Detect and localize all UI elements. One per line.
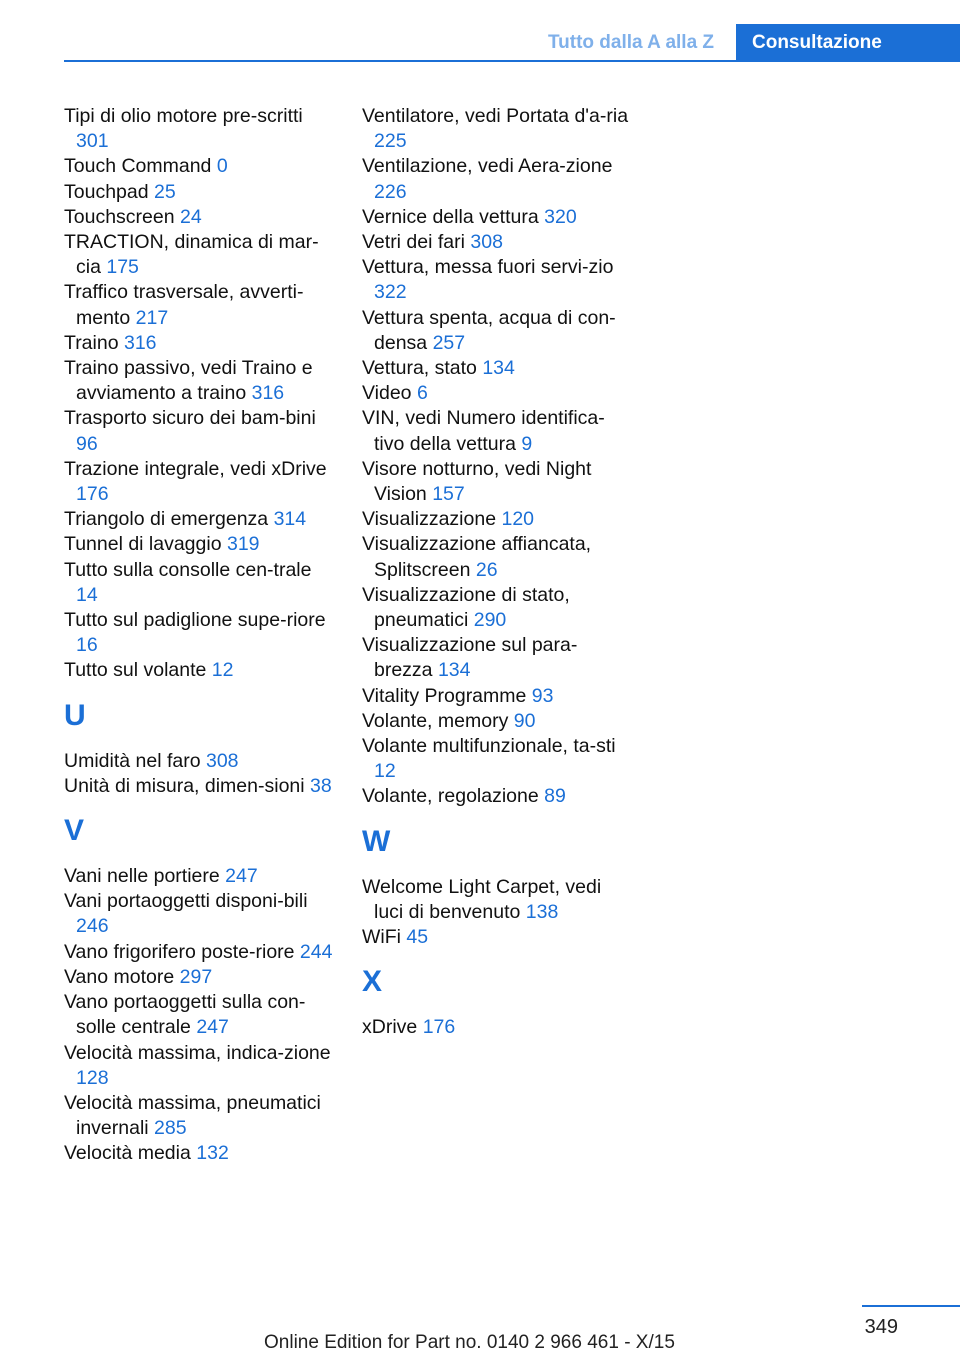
- index-entry: [64, 180, 336, 205]
- page-link[interactable]: 247: [196, 1016, 229, 1039]
- index-entry-term: Vano portaoggetti sulla con-solle centrale: [64, 991, 306, 1039]
- index-entry: [64, 331, 336, 356]
- index-entry: [64, 356, 336, 406]
- index-entry-term: Welcome Light Carpet, vedi luci di benvenuto: [362, 875, 602, 923]
- index-letter-heading: V: [64, 814, 85, 848]
- index-entry-term: Velocità media: [64, 1142, 191, 1165]
- index-entry-term: Touchpad: [64, 180, 149, 203]
- index-entry: [362, 875, 632, 925]
- index-entry: [362, 532, 632, 582]
- index-entry: [64, 532, 336, 557]
- index-entry-term: Traino passivo, vedi Traino e avviamento a traino: [64, 357, 313, 405]
- index-entry: [64, 1141, 336, 1166]
- page-link[interactable]: 9: [521, 432, 533, 455]
- index-entry: [362, 306, 632, 356]
- index-column-left: [64, 104, 336, 1167]
- index-entry-term: Tutto sul padiglione supe-riore: [64, 609, 326, 632]
- index-entry: [64, 774, 336, 799]
- index-entry: [64, 1091, 336, 1141]
- index-entry-term: Tunnel di lavaggio: [64, 533, 222, 556]
- page-link[interactable]: 0: [216, 155, 228, 178]
- index-entry-term: Vetri dei fari: [362, 231, 465, 254]
- index-entry-term: Touch Command: [64, 155, 212, 178]
- index-letter-heading: X: [362, 965, 383, 999]
- index-entry: [362, 507, 632, 532]
- index-entry: [64, 608, 336, 658]
- page-link[interactable]: 157: [432, 483, 465, 506]
- index-entry: [64, 154, 336, 179]
- index-entry-term: Tutto sulla consolle cen-trale: [64, 558, 312, 581]
- page-link[interactable]: 134: [437, 659, 471, 682]
- index-entry-term: TRACTION, dinamica di mar-cia: [64, 231, 319, 279]
- index-entry: [362, 406, 632, 456]
- index-entry: [64, 1041, 336, 1091]
- index-entry: [64, 658, 336, 683]
- index-entry: [362, 925, 632, 950]
- page-link[interactable]: 290: [473, 609, 507, 632]
- index-entry: [362, 154, 632, 204]
- index-entry: [362, 255, 632, 305]
- index-entry: [64, 406, 336, 456]
- index-entry-term: Volante multifunzionale, ta-sti: [362, 735, 616, 758]
- page-link[interactable]: 89: [544, 785, 566, 808]
- page-link[interactable]: 225: [374, 130, 407, 153]
- index-entry: [362, 230, 632, 255]
- page-link[interactable]: 93: [531, 684, 554, 707]
- page-link[interactable]: 12: [211, 659, 234, 682]
- index-entry-term: xDrive: [362, 1016, 418, 1039]
- index-entry: [64, 965, 336, 990]
- index-entry-term: Umidità nel faro: [64, 749, 201, 772]
- index-entry-term: Ventilazione, vedi Aera-zione: [362, 155, 613, 178]
- section-tab[interactable]: Tutto dalla A alla Z: [547, 32, 715, 53]
- index-entry: [64, 230, 336, 280]
- page-link[interactable]: 175: [106, 256, 139, 279]
- index-entry-term: Triangolo di emergenza: [64, 508, 269, 531]
- index-entry: [362, 784, 632, 809]
- index-entry: [362, 684, 632, 709]
- index-entry-term: Touchscreen: [64, 205, 175, 228]
- page-link[interactable]: 308: [470, 231, 503, 254]
- page-link[interactable]: 322: [374, 281, 407, 304]
- page-link[interactable]: 6: [416, 382, 428, 405]
- page-link[interactable]: 138: [525, 900, 559, 923]
- page-link[interactable]: 226: [374, 180, 407, 203]
- index-entry: [64, 940, 336, 965]
- index-entry: [362, 205, 632, 230]
- index-entry: [64, 507, 336, 532]
- index-entry: [64, 205, 336, 230]
- page-link[interactable]: 14: [76, 583, 98, 606]
- page-link[interactable]: 217: [135, 306, 169, 329]
- page-link[interactable]: 301: [76, 130, 109, 153]
- index-entry: [362, 356, 632, 381]
- index-entry-term: Vettura spenta, acqua di con-densa: [362, 306, 616, 354]
- page-link[interactable]: 45: [406, 926, 429, 949]
- page-link[interactable]: 38: [310, 774, 332, 797]
- index-entry-term: Vano frigorifero poste-riore: [64, 940, 295, 963]
- page-link[interactable]: 316: [123, 331, 157, 354]
- index-entry-term: Velocità massima, pneumatici invernali: [64, 1091, 321, 1140]
- index-entry: [64, 749, 336, 774]
- page-link[interactable]: 285: [154, 1117, 187, 1140]
- index-entry-term: Tutto sul volante: [64, 659, 207, 682]
- index-entry-term: Visualizzazione: [362, 508, 497, 531]
- page-link[interactable]: 308: [205, 749, 239, 772]
- index-letter-heading: U: [64, 698, 86, 732]
- index-entry: [64, 889, 336, 939]
- page-link[interactable]: 24: [180, 205, 202, 228]
- index-entry-term: VIN, vedi Numero identifica-tivo della vettura: [362, 407, 605, 455]
- page-link[interactable]: 96: [76, 432, 98, 455]
- page-link[interactable]: 134: [482, 357, 515, 380]
- index-entry-term: Velocità massima, indica-zione: [64, 1041, 331, 1064]
- index-letter-heading: W: [362, 824, 391, 858]
- index-entry-term: Trasporto sicuro dei bam-bini: [64, 407, 316, 430]
- index-entry-term: Vettura, messa fuori servi-zio: [362, 256, 614, 279]
- index-column-right: [362, 104, 632, 1041]
- page-link[interactable]: 314: [273, 508, 307, 531]
- page-number: 349: [864, 1316, 898, 1338]
- index-entry: [64, 990, 336, 1040]
- page-link[interactable]: 176: [76, 483, 109, 506]
- index-entry: [64, 280, 336, 330]
- index-entry: [362, 583, 632, 633]
- page-link[interactable]: 319: [226, 533, 260, 556]
- index-entry-term: Ventilatore, vedi Portata d'a-ria: [362, 105, 629, 127]
- edition-footer: Online Edition for Part no. 0140 2 966 461 - X/15: [264, 1332, 675, 1353]
- index-entry: [362, 1015, 632, 1040]
- page-link[interactable]: 246: [76, 915, 109, 938]
- page-link[interactable]: 16: [76, 634, 98, 657]
- page-link[interactable]: 26: [475, 558, 498, 581]
- page-link[interactable]: 128: [76, 1066, 109, 1089]
- page-link[interactable]: 90: [513, 709, 536, 732]
- index-entry-term: Trazione integrale, vedi xDrive: [64, 457, 327, 480]
- page-link[interactable]: 132: [196, 1142, 229, 1165]
- index-entry: [362, 633, 632, 683]
- index-entry-term: Unità di misura, dimen-sioni: [64, 774, 305, 797]
- index-entry: [362, 381, 632, 406]
- index-entry-term: Vernice della vettura: [362, 205, 539, 228]
- index-entry-term: Visualizzazione sul para-brezza: [362, 634, 578, 682]
- chapter-tab[interactable]: Consultazione: [736, 24, 960, 62]
- index-entry: [362, 104, 632, 154]
- index-entry-term: Traffico trasversale, avverti-mento: [64, 281, 304, 329]
- page-link[interactable]: 176: [422, 1016, 456, 1039]
- index-entry-term: Traino: [64, 331, 119, 354]
- index-entry-term: Visore notturno, vedi Night Vision: [362, 457, 592, 506]
- page-link[interactable]: 12: [374, 760, 396, 783]
- page-link[interactable]: 244: [299, 940, 333, 963]
- index-entry-term: Vano motore: [64, 965, 175, 988]
- index-entry-term: Visualizzazione affiancata, Splitscreen: [362, 533, 592, 581]
- index-entry-term: Vettura, stato: [362, 357, 477, 380]
- page-link[interactable]: 257: [432, 331, 466, 354]
- page-link[interactable]: 247: [225, 865, 258, 888]
- index-entry-term: WiFi: [362, 926, 401, 949]
- index-entry: [64, 558, 336, 608]
- index-entry-term: Volante, memory: [362, 709, 509, 732]
- footer-rule: [862, 1305, 960, 1307]
- index-entry-term: Visualizzazione di stato, pneumatici: [362, 583, 570, 632]
- index-entry-term: Video: [362, 382, 412, 405]
- index-entry-term: Vitality Programme: [362, 684, 527, 707]
- index-entry: [64, 104, 336, 154]
- index-entry-term: Vani portaoggetti disponi-bili: [64, 890, 308, 913]
- index-entry-term: Volante, regolazione: [362, 785, 539, 808]
- page-link[interactable]: 316: [251, 382, 285, 405]
- index-entry: [64, 457, 336, 507]
- index-entry-term: Vani nelle portiere: [64, 865, 220, 888]
- page-link[interactable]: 320: [544, 205, 577, 228]
- page-link[interactable]: 120: [501, 508, 535, 531]
- page-link[interactable]: 297: [179, 965, 213, 988]
- index-entry: [362, 734, 632, 784]
- page-link[interactable]: 25: [154, 180, 176, 203]
- index-entry: [362, 709, 632, 734]
- index-entry-term: Tipi di olio motore pre-scritti: [64, 105, 303, 127]
- index-entry: [362, 457, 632, 507]
- index-entry: [64, 864, 336, 889]
